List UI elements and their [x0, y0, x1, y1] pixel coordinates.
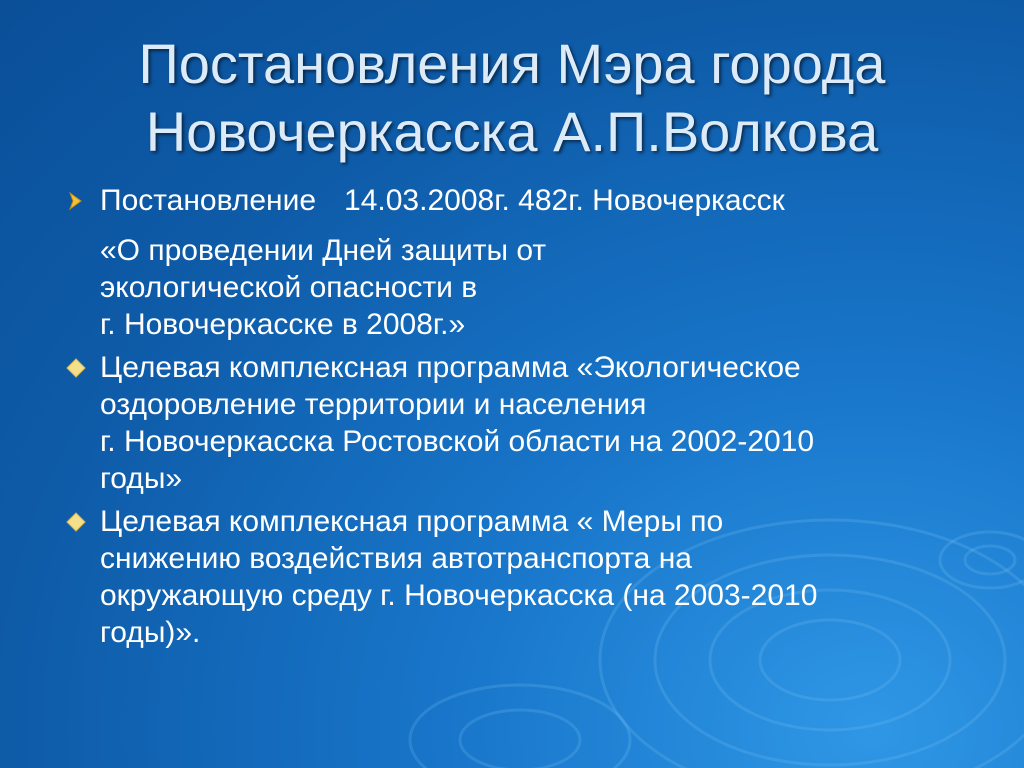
diamond-bullet-icon: [64, 510, 88, 534]
slide-title-line-1: Постановления Мэра города: [138, 32, 886, 95]
list-item-line: окружающую среду г. Новочеркасска (на 2003-2010: [100, 579, 818, 612]
slide-title: [0, 30, 1024, 166]
diamond-bullet-icon: [64, 356, 88, 380]
list-item-line: годы)».: [100, 616, 201, 649]
list-item-line: г. Новочеркасске в 2008г.»: [100, 308, 466, 341]
list-item-line: снижению воздействия автотранспорта на: [100, 542, 692, 575]
list-item-line: Целевая комплексная программа « Меры по: [100, 505, 724, 538]
list-item-line: годы»: [100, 462, 183, 495]
decree-date-number: 14.03.2008г. 482г. Новочеркасск: [344, 184, 785, 217]
chevron-arrow-bullet-icon: [64, 189, 88, 213]
list-item-line: г. Новочеркасска Ростовской области на 2002-2010: [100, 425, 815, 458]
list-item: [60, 349, 980, 497]
bullet-list: [60, 182, 980, 657]
list-item: [60, 182, 980, 343]
list-item-line: экологической опасности в: [100, 271, 478, 304]
list-item-line: «О проведении Дней защиты от: [100, 234, 547, 267]
decree-label: Постановление: [100, 184, 317, 217]
list-item: [60, 503, 980, 651]
list-item-line: оздоровление территории и населения: [100, 388, 647, 421]
list-item-line: Целевая комплексная программа «Экологическое: [100, 351, 801, 384]
slide-title-line-2: Новочеркасска А.П.Волкова: [145, 100, 879, 163]
